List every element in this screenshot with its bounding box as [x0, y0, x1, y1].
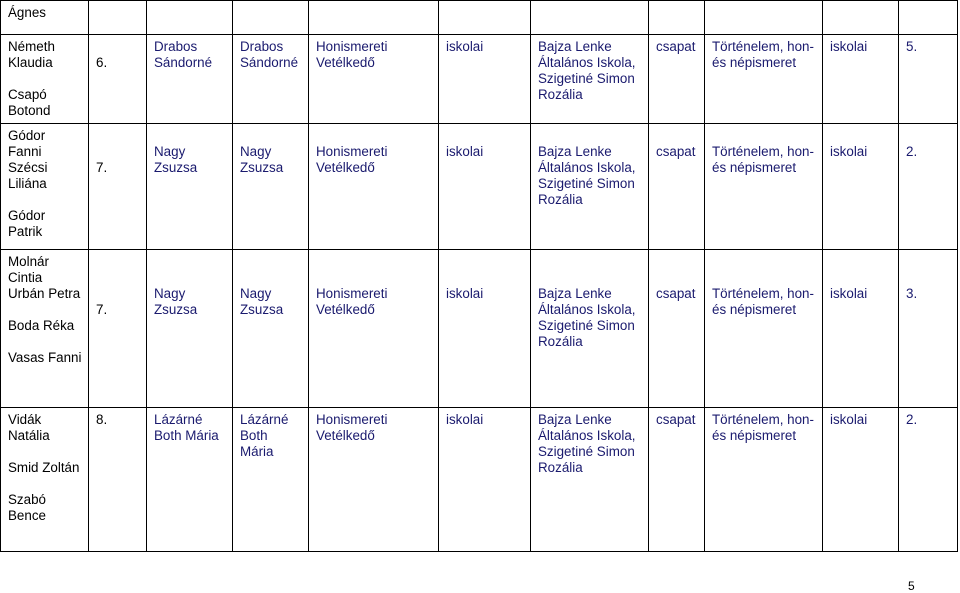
level-cell — [439, 124, 531, 250]
school-cell: Bajza Lenke Általános Iskola, Szigetiné Simon Rozália — [531, 35, 649, 124]
header-name: Ágnes — [8, 5, 46, 20]
preparer-cell — [233, 250, 309, 408]
place-cell — [899, 250, 958, 408]
subject: Történelem, hon-és népismeret — [712, 286, 814, 317]
students-cell — [1, 124, 89, 250]
school-cell — [531, 124, 649, 250]
round: iskolai — [830, 144, 868, 159]
competition-cell: Honismereti Vetélkedő — [309, 408, 439, 552]
grade-cell — [89, 250, 147, 408]
table-row — [1, 124, 958, 250]
teacher-cell: Drabos Sándorné — [147, 35, 233, 124]
grade: 7. — [96, 302, 108, 317]
grade: 7. — [96, 160, 108, 175]
header-name-cell — [1, 1, 89, 35]
table-row — [1, 250, 958, 408]
teacher-cell — [147, 250, 233, 408]
table-row — [1, 35, 958, 124]
type-cell — [649, 124, 705, 250]
school: Bajza Lenke Általános Iskola, Szigetiné Simon Rozália — [538, 144, 636, 207]
round-cell — [823, 124, 899, 250]
level-cell: iskolai — [439, 408, 531, 552]
student-name: Gódor Patrik — [8, 208, 46, 239]
students-cell — [1, 35, 89, 124]
students-cell — [1, 408, 89, 552]
school-cell — [531, 250, 649, 408]
table-row — [1, 408, 958, 552]
level: iskolai — [446, 286, 484, 301]
place: 2. — [906, 144, 918, 159]
competition-cell — [309, 124, 439, 250]
type: csapat — [656, 144, 696, 159]
round: iskolai — [830, 286, 868, 301]
place: 3. — [906, 286, 918, 301]
subject-cell — [705, 124, 823, 250]
level-cell — [439, 250, 531, 408]
place-cell: 2. — [899, 408, 958, 552]
school: Bajza Lenke Általános Iskola, Szigetiné Simon Rozália — [538, 286, 636, 349]
grade-cell — [89, 35, 147, 124]
subject-cell — [705, 250, 823, 408]
type: csapat — [656, 286, 696, 301]
student-name: Vasas Fanni — [8, 350, 82, 365]
preparer-cell: Drabos Sándorné — [233, 35, 309, 124]
students-cell — [1, 250, 89, 408]
student-name: Csapó Botond — [8, 87, 51, 118]
student-name: Vidák Natália — [8, 412, 50, 443]
level: iskolai — [446, 144, 484, 159]
student-name: Németh Klaudia — [8, 39, 55, 70]
grade-cell — [89, 124, 147, 250]
round-cell: iskolai — [823, 408, 899, 552]
school-cell: Bajza Lenke Általános Iskola, Szigetiné Simon Rozália — [531, 408, 649, 552]
student-name: Smid Zoltán — [8, 460, 80, 475]
student-name: Molnár Cintia Urbán Petra — [8, 254, 81, 301]
type-cell: csapat — [649, 408, 705, 552]
grade-cell: 8. — [89, 408, 147, 552]
preparer-cell — [233, 124, 309, 250]
student-name: Szabó Bence — [8, 492, 46, 523]
preparer-cell: Lázárné Both Mária — [233, 408, 309, 552]
student-name: Gódor Fanni Szécsi Liliána — [8, 128, 48, 191]
round-cell: iskolai — [823, 35, 899, 124]
subject-cell: Történelem, hon-és népismeret — [705, 35, 823, 124]
teacher: Nagy Zsuzsa — [154, 144, 198, 175]
preparer: Nagy Zsuzsa — [240, 144, 284, 175]
level-cell: iskolai — [439, 35, 531, 124]
subject-cell: Történelem, hon-és népismeret — [705, 408, 823, 552]
teacher-cell — [147, 124, 233, 250]
competition: Honismereti Vetélkedő — [316, 286, 388, 317]
place-cell — [899, 124, 958, 250]
teacher: Nagy Zsuzsa — [154, 286, 198, 317]
teacher-cell: Lázárné Both Mária — [147, 408, 233, 552]
competition-cell: Honismereti Vetélkedő — [309, 35, 439, 124]
grade: 6. — [96, 55, 108, 70]
type-cell: csapat — [649, 35, 705, 124]
preparer: Nagy Zsuzsa — [240, 286, 284, 317]
student-name: Boda Réka — [8, 318, 75, 333]
type-cell — [649, 250, 705, 408]
competition-cell — [309, 250, 439, 408]
page-number: 5 — [908, 579, 915, 593]
header-row — [1, 1, 958, 35]
place-cell: 5. — [899, 35, 958, 124]
subject: Történelem, hon-és népismeret — [712, 144, 814, 175]
competition: Honismereti Vetélkedő — [316, 144, 388, 175]
round-cell — [823, 250, 899, 408]
